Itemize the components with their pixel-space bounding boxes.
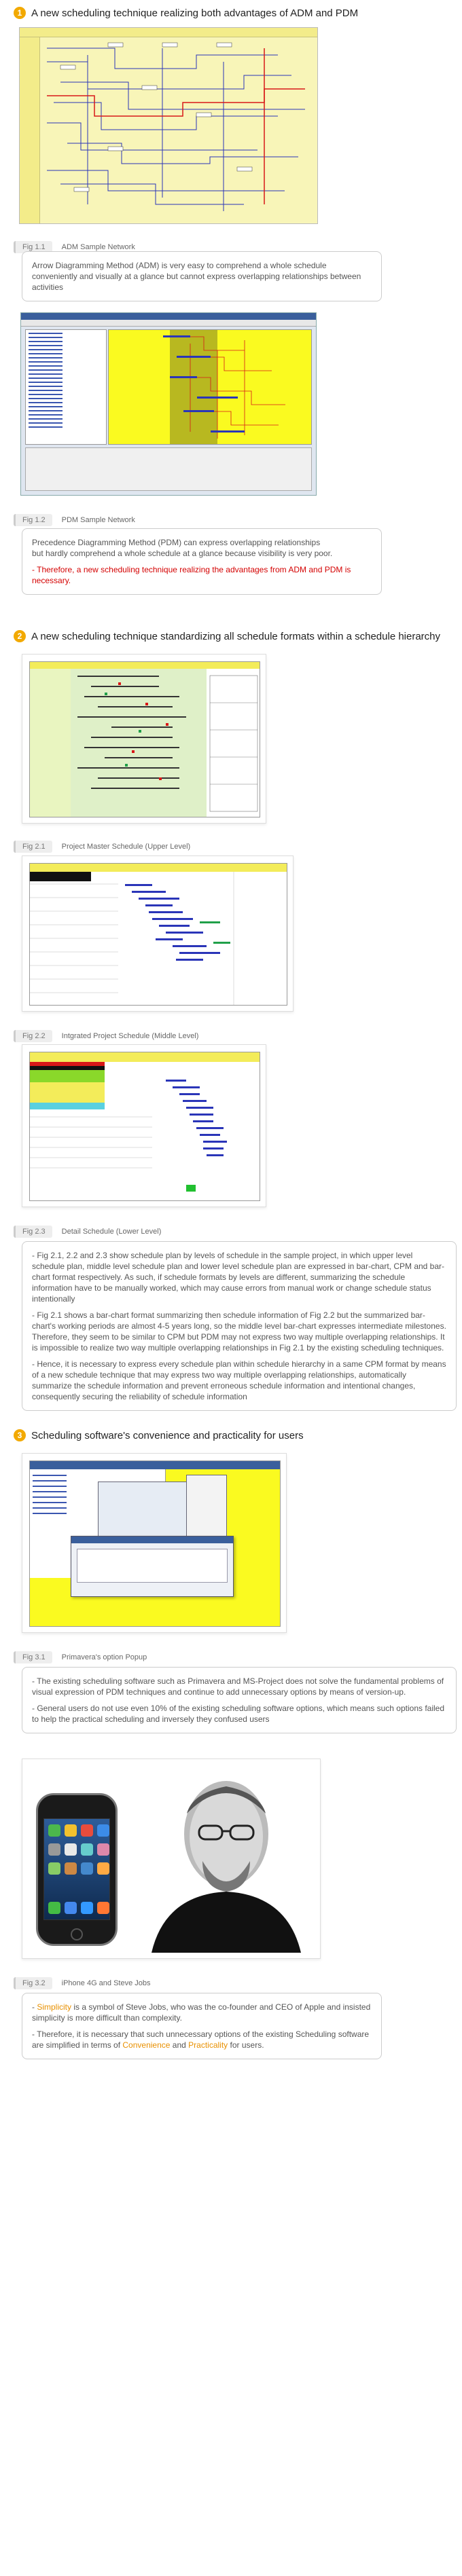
figure-label: Detail Schedule (Lower Level)	[61, 1228, 162, 1236]
existing-software-text: - The existing scheduling software such as Primavera and MS-Project does not solve the fundamental problems of visual expression of PDM techniques and continue to add unnecessary options by means of version-up.	[32, 1676, 444, 1697]
fig-2-2-frame	[22, 855, 294, 1012]
simplicity-highlight: Simplicity	[37, 2002, 72, 2012]
pdm-text-1: Precedence Diagramming Method (PDM) can express overlapping relationships but hardly comprehend a whole schedule at a glance because visibility is very poor.	[32, 538, 333, 558]
simplicity-description-box	[22, 1993, 382, 2059]
adm-text: Arrow Diagramming Method (ADM) is very easy to comprehend a whole schedule conveniently and visually at a glance but cannot express overlapping relationships between activities	[32, 261, 361, 292]
figure-tag: Fig 1.2	[14, 514, 52, 526]
section-number-badge: 2	[14, 630, 26, 642]
figure-label: ADM Sample Network	[61, 243, 135, 251]
section-title: Scheduling software's convenience and practicality for users	[31, 1429, 304, 1441]
figure-tag: Fig 1.1	[14, 241, 52, 253]
detail-schedule-image	[29, 1052, 260, 1201]
primavera-popup-image	[29, 1460, 281, 1627]
figure-label: iPhone 4G and Steve Jobs	[61, 1979, 151, 1987]
convenience-highlight: Convenience	[122, 2040, 171, 2050]
section-2-heading	[14, 630, 448, 642]
figure-tag: Fig 3.2	[14, 1977, 52, 1989]
adm-network-image	[19, 27, 318, 224]
pdm-conclusion: - Therefore, a new scheduling technique realizing the advantages from ADM and PDM is necessary.	[32, 565, 351, 585]
section-3-description-box	[22, 1667, 457, 1733]
cpm-format-text: - Hence, it is necessary to express every schedule plan within schedule hierarchy in a same CPM format by means of a new schedule technique that may express two way multiple overlapping relationships, automatically summarize the schedule information and prevent erroneous schedule information and intentional changes, consequently securing the reliability of schedule information	[32, 1359, 446, 1401]
fig-2-2-caption	[14, 1030, 198, 1042]
section-title: A new scheduling technique realizing both advantages of ADM and PDM	[31, 7, 359, 19]
section-number-badge: 1	[14, 7, 26, 19]
bar-chart-text: - Fig 2.1 shows a bar-chart format summarizing then schedule information of Fig 2.2 but the summarized bar-chart's working periods are almost 4-5 years long, so the middle level bar-chart expresses intermediate milestones. Therefore, they seem to be similar to CPM but PDM may not express two way multiple overlapping relationships. It is impossible to realize two way multiple overlapping relationships in Fig 2.1 by the existing scheduling techniques.	[32, 1310, 446, 1353]
simplicity-text: - Simplicity is a symbol of Steve Jobs, who was the co-founder and CEO of Apple and insisted simplicity is more difficult than complexity.	[32, 2002, 371, 2023]
fig-2-1-caption	[14, 841, 190, 853]
section-number-badge: 3	[14, 1429, 26, 1441]
pdm-description-box	[22, 528, 382, 595]
integrated-schedule-image	[29, 863, 287, 1006]
iphone-illustration	[36, 1793, 118, 1946]
pdm-network-image	[20, 312, 317, 496]
figure-tag: Fig 2.3	[14, 1226, 52, 1238]
fig-3-2-caption	[14, 1977, 151, 1989]
adm-network-drawing	[20, 28, 318, 224]
figure-label: Intgrated Project Schedule (Middle Level)	[61, 1032, 199, 1040]
figure-tag: Fig 3.1	[14, 1651, 52, 1663]
fig-2-1-frame	[22, 654, 266, 824]
iphone-steve-jobs-image	[29, 1766, 315, 1953]
section-3-heading	[14, 1429, 448, 1441]
general-users-text: - General users do not use even 10% of the existing scheduling software options, which means such options failed to help the practical scheduling and inversely they confused users	[32, 1704, 445, 1724]
fig-3-1-caption	[14, 1651, 147, 1663]
master-schedule-image	[29, 661, 260, 817]
fig-2-3-caption	[14, 1226, 161, 1238]
steve-jobs-portrait	[138, 1766, 315, 1953]
fig-3-2-frame	[22, 1759, 321, 1959]
simplify-options-text: - Therefore, it is necessary that such unnecessary options of the existing Scheduling software are simplified in terms of Convenience and Practicality for users.	[32, 2029, 370, 2050]
schedule-levels-text: - Fig 2.1, 2.2 and 2.3 show schedule plan by levels of schedule in the sample project, in which upper level schedule plan, middle level schedule plan and lower level schedule plan are expressed in bar-chart, CPM and bar-chart format respectively. As such, if schedule formats by levels are different, summarizing the schedule information have to be manually worked, which may cause errors from manual work or change schedule status intentionally	[32, 1251, 445, 1304]
practicality-highlight: Practicality	[188, 2040, 228, 2050]
figure-label: PDM Sample Network	[61, 516, 135, 524]
fig-1-2-caption	[14, 514, 135, 526]
figure-tag: Fig 2.1	[14, 841, 52, 853]
fig-2-3-frame	[22, 1044, 266, 1207]
section-1-heading	[14, 7, 448, 19]
figure-label: Project Master Schedule (Upper Level)	[61, 843, 191, 851]
fig-3-1-frame	[22, 1453, 287, 1633]
section-2-description-box	[22, 1241, 457, 1411]
section-title: A new scheduling technique standardizing all schedule formats within a schedule hierarchy	[31, 630, 441, 642]
adm-description-box	[22, 251, 382, 301]
figure-tag: Fig 2.2	[14, 1030, 52, 1042]
figure-label: Primavera's option Popup	[61, 1653, 147, 1661]
